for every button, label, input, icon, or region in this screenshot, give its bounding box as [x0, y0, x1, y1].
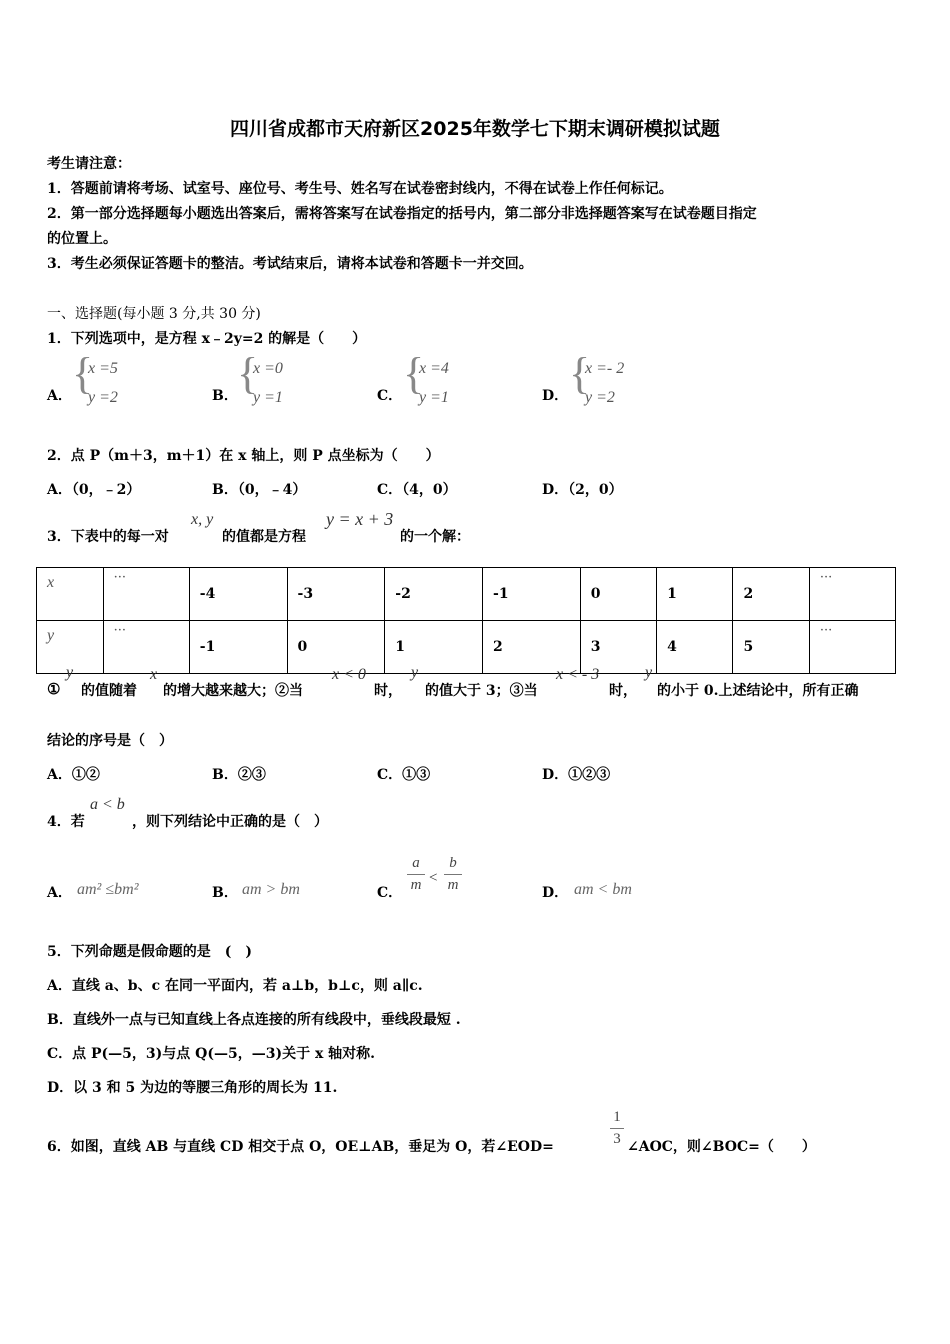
table-cell: x [37, 568, 104, 621]
q2-option-d: D．（2，0） [542, 482, 623, 498]
q3-math-y3: y [645, 664, 653, 681]
q1-stem: 1．下列选项中，是方程 x﹣2y=2 的解是（ ） [47, 331, 367, 347]
q3-text-7: 的小于 0.上述结论中，所有正确 [657, 683, 859, 699]
q1-option-a-y: y =2 [88, 389, 118, 406]
table-cell: -1 [189, 621, 287, 674]
q1-option-d-y: y =2 [585, 389, 615, 406]
q3-math-y2: y [411, 664, 419, 681]
table-cell: 0 [287, 621, 385, 674]
q2-stem: 2．点 P（m＋3，m＋1）在 x 轴上，则 P 点坐标为（ ） [47, 448, 440, 464]
q4-option-d-label: D． [542, 885, 569, 901]
q4-option-c-num-b: b [449, 855, 457, 871]
q4-option-c-den-a: m [410, 877, 422, 893]
q3-math-eq: y = x + 3 [326, 509, 394, 529]
q4-option-c-label: C． [377, 885, 403, 901]
q4-option-a-label: A． [47, 885, 72, 901]
q6-fraction [610, 1109, 624, 1148]
q3-math-xy: x, y [191, 511, 214, 528]
q5-option-d: D．以 3 和 5 为边的等腰三角形的周长为 11. [47, 1080, 338, 1096]
q3-option-a: A．①② [47, 767, 100, 783]
table-row [37, 621, 896, 674]
q1-option-a-label: A． [47, 388, 72, 404]
notice-item-2: 2．第一部分选择题每小题选出答案后，需将答案写在试卷指定的括号内，第二部分非选择题答案写在试卷题目指定 [47, 206, 757, 222]
q1-option-d-x: x =- 2 [585, 360, 625, 377]
q3-text-3: 的增大越来越大；②当 [163, 683, 303, 699]
q1-option-b-x: x =0 [253, 360, 283, 377]
table-cell: -2 [385, 568, 483, 621]
q3-stem-b: 的值都是方程 [222, 529, 306, 545]
page-title: 四川省成都市天府新区2025年数学七下期末调研模拟试题 [230, 118, 720, 140]
q3-text-2: 的值随着 [81, 683, 137, 699]
q3-option-d: D．①②③ [542, 767, 611, 783]
q4-stem-b: ，则下列结论中正确的是（ ） [132, 814, 328, 830]
q1-option-b-label: B． [212, 388, 238, 404]
q3-math-x0: x < 0 [332, 666, 366, 683]
q6-frac-den: 3 [613, 1131, 621, 1147]
q3-math-xm3: x < - 3 [556, 666, 600, 683]
table-cell: ··· [809, 568, 895, 621]
q1-option-b-y: y =1 [253, 389, 283, 406]
q3-text-4: 时， [374, 683, 402, 699]
table-cell: -4 [189, 568, 287, 621]
table-row [37, 568, 896, 621]
q1-option-a-x: x =5 [88, 360, 118, 377]
q4-stem-a: 4．若 [47, 814, 85, 830]
q1-option-c-x: x =4 [419, 360, 449, 377]
q3-math-y1: y [66, 664, 74, 681]
table-cell: 4 [657, 621, 733, 674]
table-cell: y [37, 621, 104, 674]
table-cell: ··· [809, 621, 895, 674]
q5-option-c: C．点 P(—5，3)与点 Q(—5，—3)关于 x 轴对称. [47, 1046, 376, 1062]
table-cell: 2 [483, 621, 581, 674]
q3-math-x1: x [150, 666, 158, 683]
q6-frac-num: 1 [613, 1109, 621, 1125]
q6-stem-b: ∠AOC，则∠BOC=（ ） [627, 1139, 816, 1155]
table-cell: -1 [483, 568, 581, 621]
q5-stem: 5．下列命题是假命题的是 ( ) [47, 944, 252, 960]
table-cell: 1 [657, 568, 733, 621]
q4-option-c-op: < [429, 870, 438, 886]
notice-item-3: 3．考生必须保证答题卡的整洁。考试结束后，请将本试卷和答题卡一并交回。 [47, 256, 533, 272]
table-cell: 0 [580, 568, 656, 621]
q4-option-b-expr: am > bm [242, 881, 300, 898]
q3-option-c: C．①③ [377, 767, 431, 783]
q4-option-a-expr: am² ≤bm² [77, 881, 139, 898]
q1-option-c-y: y =1 [419, 389, 449, 406]
q6-stem-a: 6．如图，直线 AB 与直线 CD 相交于点 O，OE⊥AB，垂足为 O，若∠EOD= [47, 1139, 554, 1155]
q3-option-b: B．②③ [212, 767, 266, 783]
q4-math-ab: a < b [90, 796, 125, 813]
table-cell: 5 [733, 621, 809, 674]
q1-option-c-label: C． [377, 388, 403, 404]
q4-option-b-label: B． [212, 885, 238, 901]
q5-option-b: B．直线外一点与已知直线上各点连接的所有线段中，垂线段最短 . [47, 1012, 461, 1028]
q1-option-b-brace: { [237, 349, 259, 398]
q1-option-c-brace: { [403, 349, 425, 398]
q1-option-d-brace: { [569, 349, 591, 398]
q1-option-a-brace: { [72, 349, 94, 398]
q3-conclusion-question: 结论的序号是（ ） [47, 733, 173, 749]
q3-text-6: 时， [609, 683, 637, 699]
q3-text-5: 的值大于 3；③当 [425, 683, 538, 699]
q4-option-c-num-a: a [412, 855, 420, 871]
table-cell: -3 [287, 568, 385, 621]
q2-option-c: C．（4，0） [377, 482, 457, 498]
table-cell: ··· [103, 621, 189, 674]
q3-value-table [36, 567, 896, 674]
section-heading: 一、选择题(每小题 3 分,共 30 分) [47, 306, 261, 322]
q5-option-a: A．直线 a、b、c 在同一平面内，若 a⊥b，b⊥c，则 a∥c. [47, 978, 423, 994]
notice-heading: 考生请注意： [47, 156, 131, 172]
q3-stem-c: 的一个解： [400, 529, 470, 545]
notice-item-2-cont: 的位置上。 [47, 231, 117, 247]
q4-option-c-fraction-b [444, 855, 462, 894]
q4-option-d-expr: am < bm [574, 881, 632, 898]
q4-option-c-den-b: m [447, 877, 459, 893]
table-cell: 3 [580, 621, 656, 674]
notice-item-1: 1．答题前请将考场、试室号、座位号、考生号、姓名写在试卷密封线内，不得在试卷上作任何标记。 [47, 181, 673, 197]
q3-stem-a: 3．下表中的每一对 [47, 529, 169, 545]
q2-option-b: B．（0，﹣4） [212, 482, 307, 498]
q1-option-d-label: D． [542, 388, 569, 404]
table-cell: 1 [385, 621, 483, 674]
q2-option-a: A．（0，﹣2） [47, 482, 141, 498]
table-cell: ··· [103, 568, 189, 621]
table-cell: 2 [733, 568, 809, 621]
q3-circle-1: ① [47, 680, 61, 698]
q4-option-c-fraction-a [407, 855, 425, 894]
